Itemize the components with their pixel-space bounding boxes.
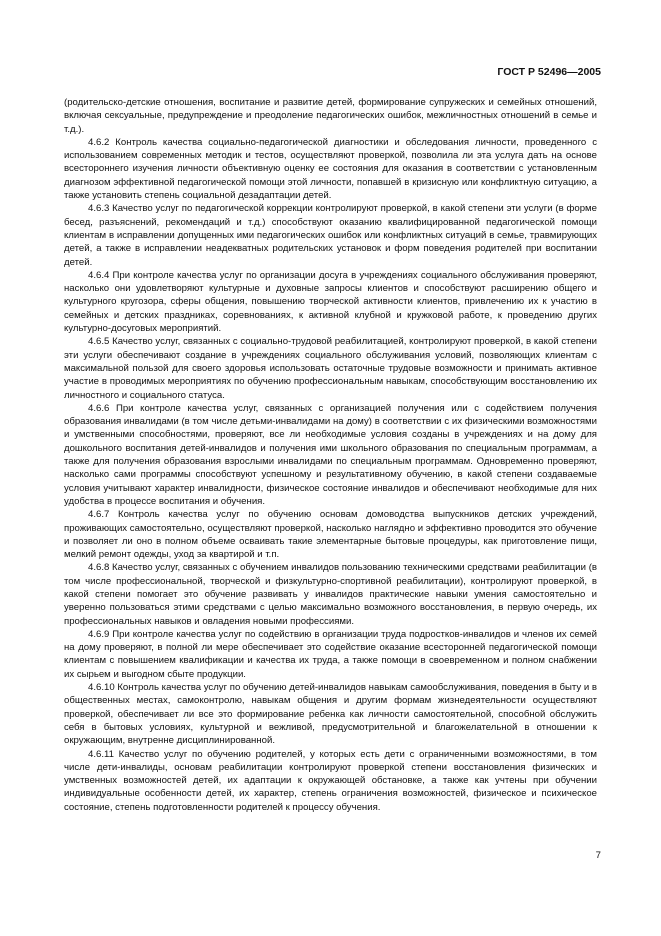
document-body [64,96,597,814]
paragraph-4-6-10: 4.6.10 Контроль качества услуг по обучению детей-инвалидов навыкам самообслуживания, поведения в быту и в общественных местах, самоконтролю, навыкам общения и другим формам жизнедеятельности осуществляют проверкой, обеспечивает ли все это формирование ребенка как личности самостоятельной, способной обслужить себя в бытовых условиях, культурной и вежливой, предусмотрительной и благожелательной в отношении к окружающим, внутренне дисциплинированной. [64,682,597,747]
paragraph-4-6-2: 4.6.2 Контроль качества социально-педагогической диагностики и обследования личности, проведенного с использованием современных методик и тестов, осуществляют проверкой, позволила ли эта услуга дать на основе всестороннего изучения личности объективную оценку ее состояния для оказания в соответствии с установленным диагнозом эффективной педагогической помощи этой личности, попавшей в кризисную или конфликтную ситуацию, а также установить степень социальной дезадаптации детей. [64,136,597,202]
paragraph-continuation: (родительско-детские отношения, воспитание и развитие детей, формирование супружеских и семейных отношений, включая сексуальные, предупреждение и преодоление педагогических ошибок, межличностных отношений в семье и т.д.). [64,97,597,135]
page-number: 7 [595,850,601,861]
paragraph-4-6-6: 4.6.6 При контроле качества услуг, связанных с организацией получения или с содействием получения образования инвалидами (в том числе детьми-инвалидами на дому) в соответствии с их физическими возможностями и умственными способностями, проверяют, все ли необходимые условия созданы в учреждениях и на дому для дошкольного воспитания детей-инвалидов и получения ими школьного образования по специальным программам, а также для получения образования взрослыми инвалидами по специальным программам. Одновременно проверяют, насколько сами программы способствуют успешному и результативному обучению, в какой степени создаваемые условия учитывают характер инвалидности, физическое состояние инвалидов и обеспечивают необходимые для них удобства в процессе воспитания и обучения. [64,402,597,507]
paragraph-4-6-11: 4.6.11 Качество услуг по обучению родителей, у которых есть дети с ограниченными возможностями, в том числе дети-инвалиды, основам реабилитации контролируют проверкой степени восстановления физических и умственных возможностей детей, их адаптации к окружающей обстановке, а также как учтены при обучении индивидуальные особенности детей, их характер, степень ограничения возможностей, физическое и психическое состояние, степень подготовленности родителей к процессу обучения. [64,748,597,813]
paragraph-4-6-7: 4.6.7 Контроль качества услуг по обучению основам домоводства выпускников детских учреждений, проживающих самостоятельно, осуществляют проверкой, насколько наглядно и эффективно проводится это обучение и позволяет ли оно в полном объеме осваивать такие элементарные бытовые процедуры, как приготовление пищи, мелкий ремонт одежды, уход за квартирой и т.п. [64,509,597,561]
document-header: ГОСТ Р 52496—2005 [497,66,601,78]
paragraph-4-6-4: 4.6.4 При контроле качества услуг по организации досуга в учреждениях социального обслуживания проверяют, насколько они удовлетворяют культурные и духовные запросы клиентов и способствуют расширению общего и культурного кругозора, сферы общения, повышению творческой активности клиентов, привлечению их к участию в семейных и детских праздниках, соревнованиях, к активной клубной и кружковой работе, к проведению других культурно-досуговых мероприятий. [64,269,597,335]
paragraph-4-6-8: 4.6.8 Качество услуг, связанных с обучением инвалидов пользованию техническими средствами реабилитации (в том числе профессиональной, творческой и физкультурно-спортивной реабилитации), контролируют проверкой, в какой степени помогает это обучение развивать у инвалидов практические навыки умения самостоятельно и уверенно пользоваться этими средствами с целью максимально возможного восстановления, в первую очередь, их профессиональных навыков и овладения новыми профессиями. [64,562,597,627]
paragraph-4-6-3: 4.6.3 Качество услуг по педагогической коррекции контролируют проверкой, в какой степени эти услуги (в форме бесед, разъяснений, рекомендаций и т.д.) способствуют оказанию квалифицированной педагогической помощи клиентам в исправлении допущенных ими педагогических ошибок или конфликтных ситуаций в семье, травмирующих детей, а также в исправлении неадекватных родительских установок и форм поведения родителей при воспитании детей. [64,203,597,268]
paragraph-4-6-9: 4.6.9 При контроле качества услуг по содействию в организации труда подростков-инвалидов и членов их семей на дому проверяют, в полной ли мере обеспечивает это содействие оказание всесторонней педагогической помощи клиентам с повышением квалификации и качества их труда, а также помощи в своевременном и полном снабжении их сырьем и выгодном сбыте продукции. [64,628,597,680]
paragraph-4-6-5: 4.6.5 Качество услуг, связанных с социально-трудовой реабилитацией, контролируют проверкой, в какой степени эти услуги обеспечивают создание в учреждениях социального обслуживания условий, позволяющих клиентам с максимальной пользой для своего здоровья использовать остаточные трудовые возможности и принимать активное участие в проводимых мероприятиях по обучению профессиональным навыкам, способствующим восстановлению их личностного и социального статуса. [64,336,597,401]
